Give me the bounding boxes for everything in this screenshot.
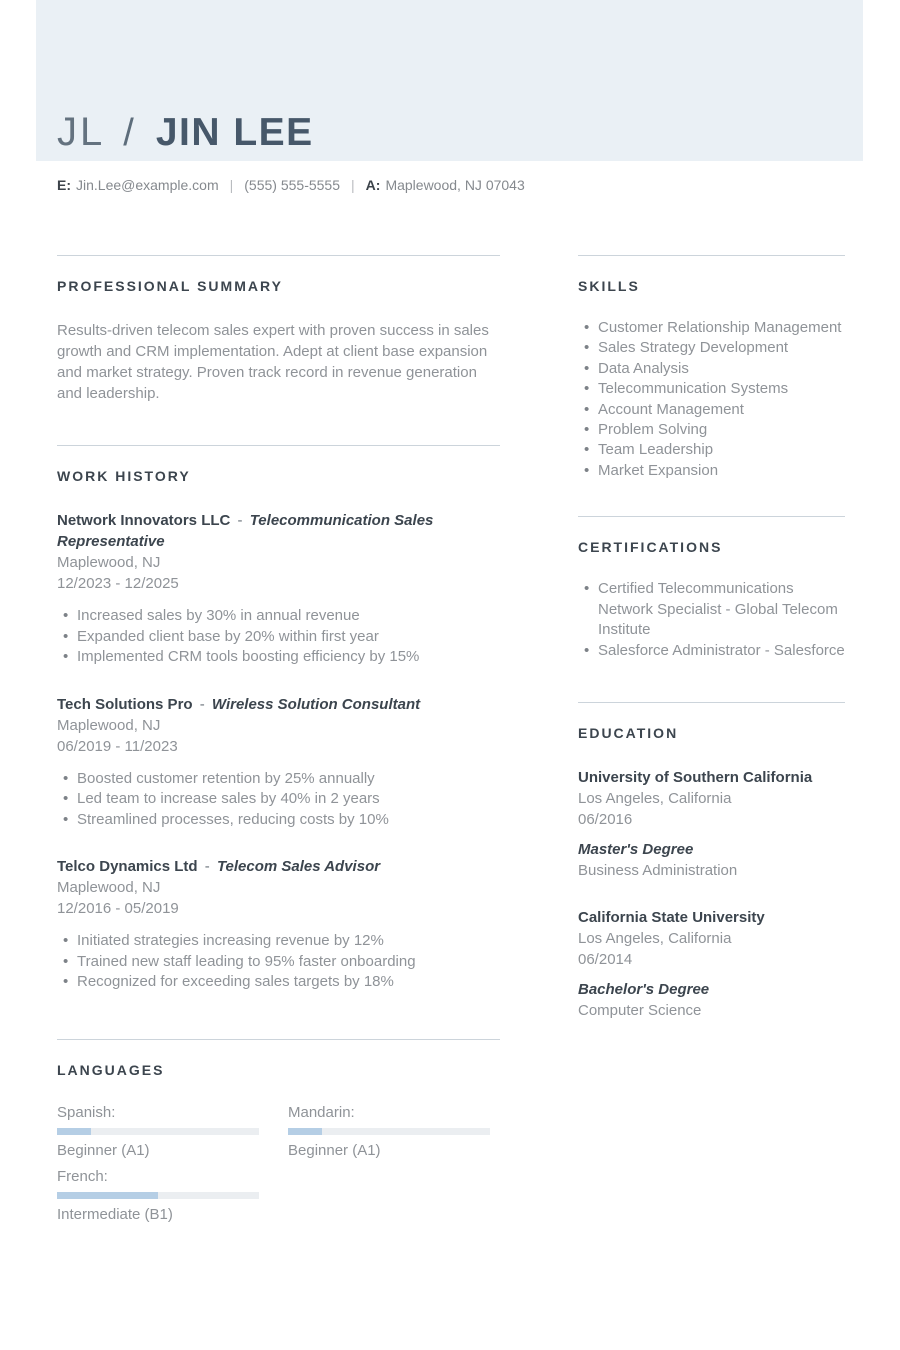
job-entry bbox=[57, 856, 500, 993]
education-date: 06/2014 bbox=[578, 951, 633, 969]
job-bullet-text: Implemented CRM tools boosting efficiency by 15% bbox=[77, 648, 420, 665]
address-value: Maplewood, NJ 07043 bbox=[385, 177, 525, 193]
job-title-line bbox=[57, 510, 500, 552]
bullet-icon: • bbox=[63, 973, 69, 990]
skill-item bbox=[578, 379, 845, 399]
section-divider bbox=[578, 516, 845, 517]
bullet-icon: • bbox=[63, 790, 69, 807]
education-school: University of Southern California bbox=[578, 769, 813, 787]
job-role: Telecommunication Sales Representative bbox=[57, 512, 434, 550]
education-heading: EDUCATION bbox=[578, 725, 679, 742]
job-role: Wireless Solution Consultant bbox=[211, 695, 421, 713]
name-slash: / bbox=[123, 112, 134, 154]
job-bullet bbox=[57, 606, 500, 627]
language-name: Mandarin: bbox=[288, 1103, 355, 1121]
certification-text: Salesforce Administrator - Salesforce bbox=[598, 641, 845, 659]
language-progress-bar bbox=[57, 1128, 259, 1135]
education-date: 06/2016 bbox=[578, 811, 633, 829]
section-divider bbox=[57, 445, 500, 446]
skill-item bbox=[578, 400, 845, 420]
skill-text: Problem Solving bbox=[598, 421, 708, 439]
skills-heading: SKILLS bbox=[578, 278, 640, 294]
skill-item bbox=[578, 318, 845, 338]
job-entry bbox=[57, 510, 500, 668]
phone-value: (555) 555-5555 bbox=[244, 177, 341, 193]
education-location: Los Angeles, California bbox=[578, 790, 732, 808]
education-school: California State University bbox=[578, 909, 765, 927]
job-bullet bbox=[57, 931, 500, 952]
language-progress-fill bbox=[57, 1128, 91, 1135]
language-progress-bar bbox=[288, 1128, 490, 1135]
education-field: Business Administration bbox=[578, 862, 738, 880]
languages-section bbox=[57, 1039, 500, 1223]
bullet-icon: • bbox=[63, 648, 69, 665]
job-dates: 12/2016 - 05/2019 bbox=[57, 900, 179, 917]
education-entry bbox=[578, 907, 845, 1021]
skill-text: Team Leadership bbox=[598, 441, 714, 459]
skills-list bbox=[578, 318, 845, 481]
job-bullet-text: Expanded client base by 20% within first year bbox=[77, 627, 379, 645]
bullet-icon: • bbox=[584, 319, 590, 336]
job-bullet bbox=[57, 647, 500, 668]
certification-item bbox=[578, 641, 845, 662]
education-section bbox=[578, 702, 845, 1021]
skill-text: Customer Relationship Management bbox=[598, 319, 842, 336]
job-dash: - bbox=[204, 858, 210, 875]
contact-divider: | bbox=[229, 177, 234, 193]
summary-text: Results-driven telecom sales expert with proven success in sales growth and CRM implementation. Adept at client base expansion and market strategy. Proven track record in revenue generation and leadership. bbox=[57, 322, 489, 402]
job-location: Maplewood, NJ bbox=[57, 879, 161, 896]
job-bullet bbox=[57, 627, 500, 648]
bullet-icon: • bbox=[584, 339, 590, 357]
skill-item bbox=[578, 359, 845, 379]
language-progress-bar bbox=[57, 1192, 259, 1199]
bullet-icon: • bbox=[584, 441, 590, 459]
certifications-heading: CERTIFICATIONS bbox=[578, 539, 723, 556]
language-name: French: bbox=[57, 1167, 108, 1185]
language-progress-fill bbox=[288, 1128, 322, 1135]
certifications-list bbox=[578, 579, 845, 661]
right-column bbox=[578, 255, 845, 1223]
full-name: JIN LEE bbox=[155, 111, 314, 154]
job-bullet-text: Streamlined processes, reducing costs by 10% bbox=[77, 810, 389, 828]
language-item bbox=[57, 1168, 259, 1223]
bullet-icon: • bbox=[584, 400, 590, 418]
address-label: A: bbox=[365, 177, 381, 193]
job-bullet-text: Recognized for exceeding sales targets by 18% bbox=[77, 973, 394, 990]
job-location: Maplewood, NJ bbox=[57, 716, 161, 734]
job-bullet bbox=[57, 972, 500, 993]
bullet-icon: • bbox=[584, 461, 590, 479]
job-title-line bbox=[57, 694, 500, 715]
language-progress-fill bbox=[57, 1192, 158, 1199]
work-history-heading: WORK HISTORY bbox=[57, 468, 191, 484]
name-row bbox=[57, 110, 314, 155]
job-role: Telecom Sales Advisor bbox=[216, 858, 381, 875]
certification-text: Certified Telecommunications Network Specialist - Global Telecom Institute bbox=[598, 580, 838, 639]
section-divider bbox=[578, 255, 845, 256]
job-company: Telco Dynamics Ltd bbox=[57, 858, 198, 875]
skill-text: Telecommunication Systems bbox=[598, 380, 789, 398]
job-title-line bbox=[57, 856, 500, 877]
job-bullet-text: Increased sales by 30% in annual revenue bbox=[77, 607, 360, 624]
bullet-icon: • bbox=[63, 810, 69, 828]
contact-row bbox=[57, 177, 900, 193]
work-history-section bbox=[57, 445, 500, 993]
left-column bbox=[57, 255, 500, 1223]
certifications-section bbox=[578, 516, 845, 661]
email-label: E: bbox=[57, 177, 71, 193]
job-bullet bbox=[57, 789, 500, 810]
contact-divider: | bbox=[351, 177, 355, 193]
skill-text: Market Expansion bbox=[598, 461, 719, 479]
language-level: Beginner (A1) bbox=[57, 1141, 150, 1159]
language-name: Spanish: bbox=[57, 1103, 116, 1121]
education-field: Computer Science bbox=[578, 1002, 702, 1020]
job-bullet-list bbox=[57, 931, 500, 993]
skill-text: Sales Strategy Development bbox=[598, 339, 789, 357]
skill-text: Account Management bbox=[598, 400, 744, 418]
job-bullet-list bbox=[57, 769, 500, 831]
job-location: Maplewood, NJ bbox=[57, 554, 161, 571]
skill-item bbox=[578, 338, 845, 358]
skill-item bbox=[578, 461, 845, 481]
job-bullet-text: Led team to increase sales by 40% in 2 years bbox=[77, 790, 380, 807]
section-divider bbox=[57, 255, 500, 256]
email-value: Jin.Lee@example.com bbox=[76, 177, 219, 193]
bullet-icon: • bbox=[63, 627, 69, 645]
job-bullet bbox=[57, 769, 500, 790]
job-dash: - bbox=[199, 695, 205, 713]
education-degree: Bachelor's Degree bbox=[578, 981, 710, 999]
bullet-icon: • bbox=[63, 952, 69, 970]
section-divider bbox=[57, 1039, 500, 1040]
education-degree: Master's Degree bbox=[578, 841, 694, 859]
job-dates: 06/2019 - 11/2023 bbox=[57, 737, 178, 755]
language-item bbox=[57, 1104, 259, 1159]
job-bullet-text: Trained new staff leading to 95% faster onboarding bbox=[77, 952, 416, 970]
education-degree-block bbox=[578, 979, 845, 1021]
education-degree-block bbox=[578, 839, 845, 881]
bullet-icon: • bbox=[63, 607, 69, 624]
job-bullet bbox=[57, 810, 500, 831]
skill-text: Data Analysis bbox=[598, 359, 689, 377]
job-company: Network Innovators LLC bbox=[57, 512, 231, 529]
section-divider bbox=[578, 702, 845, 703]
certification-item bbox=[578, 579, 845, 641]
languages-heading: LANGUAGES bbox=[57, 1061, 165, 1078]
job-company: Tech Solutions Pro bbox=[57, 695, 193, 713]
skill-item bbox=[578, 440, 845, 460]
initials: JL bbox=[57, 110, 106, 154]
summary-heading: PROFESSIONAL SUMMARY bbox=[57, 278, 283, 294]
language-level: Intermediate (B1) bbox=[57, 1205, 173, 1223]
education-entry bbox=[578, 767, 845, 881]
bullet-icon: • bbox=[584, 580, 590, 598]
skill-item bbox=[578, 420, 845, 440]
languages-grid bbox=[57, 1104, 500, 1223]
bullet-icon: • bbox=[584, 641, 590, 659]
content-columns bbox=[57, 255, 900, 1223]
bullet-icon: • bbox=[63, 932, 69, 949]
job-bullet-list bbox=[57, 606, 500, 668]
bullet-icon: • bbox=[584, 421, 590, 439]
bullet-icon: • bbox=[584, 359, 590, 377]
job-bullet bbox=[57, 952, 500, 973]
language-item bbox=[288, 1104, 490, 1159]
job-bullet-text: Initiated strategies increasing revenue by 12% bbox=[77, 932, 384, 949]
skills-section bbox=[578, 255, 845, 481]
header-band bbox=[36, 0, 863, 161]
job-dates: 12/2023 - 12/2025 bbox=[57, 575, 179, 592]
summary-section bbox=[57, 255, 500, 404]
education-location: Los Angeles, California bbox=[578, 930, 732, 948]
job-dash: - bbox=[237, 512, 243, 529]
bullet-icon: • bbox=[584, 380, 590, 398]
job-entry bbox=[57, 694, 500, 831]
language-level: Beginner (A1) bbox=[288, 1141, 381, 1159]
bullet-icon: • bbox=[63, 769, 69, 787]
job-bullet-text: Boosted customer retention by 25% annually bbox=[77, 769, 375, 787]
